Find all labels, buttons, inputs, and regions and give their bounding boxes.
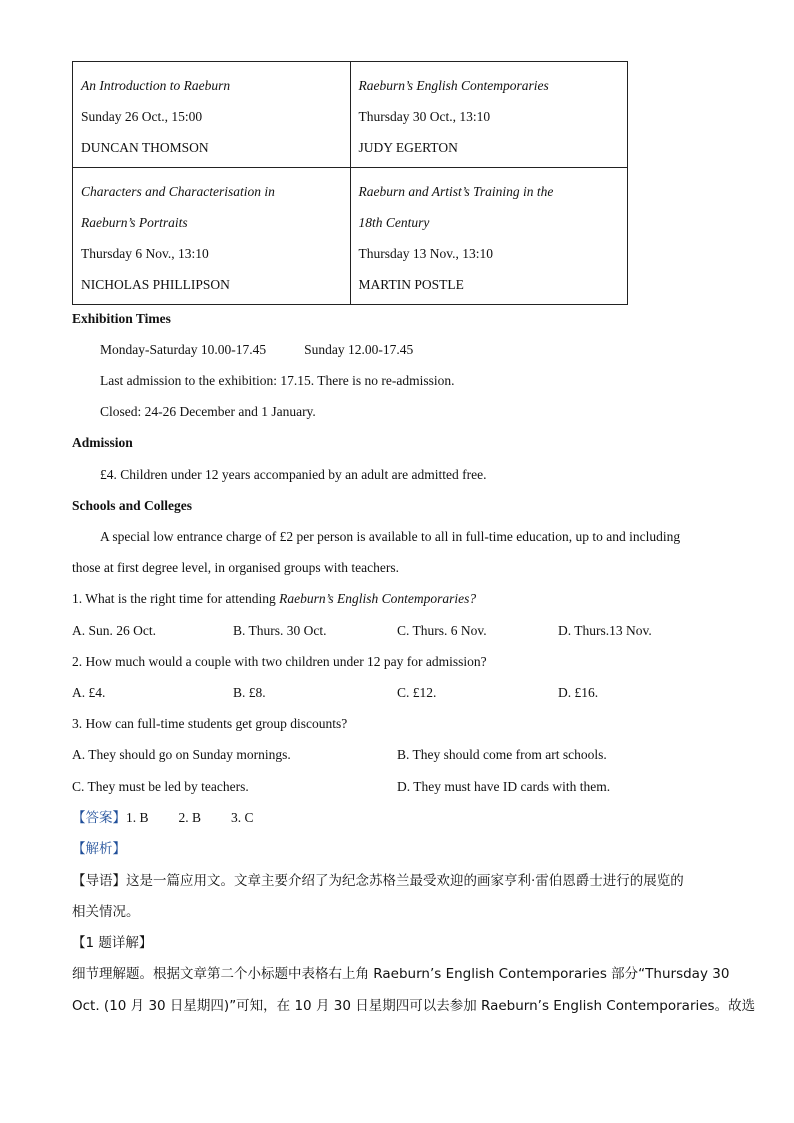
sunday-hours: Sunday 12.00-17.45: [304, 342, 414, 357]
analysis-label: 【解析】: [72, 841, 126, 857]
lecture-title-line1: Characters and Characterisation in: [81, 184, 275, 199]
exhibition-heading: Exhibition Times: [72, 311, 171, 326]
q2-option-a: A. £4.: [72, 685, 106, 700]
q2-option-b: B. £8.: [233, 685, 266, 700]
table-cell: [350, 168, 628, 305]
table-row: [73, 62, 628, 168]
guide-line2: 相关情况。: [72, 904, 140, 920]
admission-heading: Admission: [72, 435, 133, 450]
last-admission-text: Last admission to the exhibition: 17.15. There is no re-admission.: [100, 373, 455, 388]
lecture-speaker: DUNCAN THOMSON: [81, 140, 209, 155]
lecture-speaker: MARTIN POSTLE: [358, 277, 464, 292]
lecture-date: Thursday 6 Nov., 13:10: [81, 246, 209, 261]
q1-option-b: B. Thurs. 30 Oct.: [233, 623, 327, 638]
table-row: [73, 168, 628, 305]
detail-line1: 细节理解题。根据文章第二个小标题中表格右上角 Raeburn’s English Contemporaries 部分“Thursday 30: [72, 966, 730, 982]
closed-dates-text: Closed: 24-26 December and 1 January.: [100, 404, 316, 419]
answer-1: 1. B: [126, 810, 149, 825]
lecture-title: Raeburn’s English Contemporaries: [358, 78, 549, 93]
question-2: 2. How much would a couple with two children under 12 pay for admission?: [72, 654, 487, 669]
q3-option-a: A. They should go on Sunday mornings.: [72, 747, 291, 762]
lecture-date: Thursday 30 Oct., 13:10: [358, 109, 491, 124]
detail-label: 【1 题详解】: [72, 935, 153, 951]
admission-text: £4. Children under 12 years accompanied by an adult are admitted free.: [100, 467, 487, 482]
schools-text-line1: A special low entrance charge of £2 per person is available to all in full-time education, up to and including: [100, 529, 681, 544]
q3-option-b: B. They should come from art schools.: [397, 747, 607, 762]
answer-2: 2. B: [178, 810, 202, 825]
lecture-speaker: NICHOLAS PHILLIPSON: [81, 277, 230, 292]
table-cell: [73, 168, 351, 305]
q2-option-d: D. £16.: [558, 685, 599, 700]
answer-label: 【答案】: [72, 810, 126, 826]
lecture-schedule-table: [72, 61, 628, 305]
lecture-title-line2: Raeburn’s Portraits: [81, 215, 188, 230]
q1-option-a: A. Sun. 26 Oct.: [72, 623, 156, 638]
lecture-speaker: JUDY EGERTON: [358, 140, 458, 155]
answer-line: [72, 808, 254, 828]
schools-heading: Schools and Colleges: [72, 498, 193, 513]
q2-option-c: C. £12.: [397, 685, 437, 700]
lecture-title-line2: 18th Century: [358, 215, 430, 230]
table-cell: [73, 62, 351, 168]
schools-text-line2: those at first degree level, in organised groups with teachers.: [72, 560, 400, 575]
detail-line2: Oct. (10 月 30 日星期四)”可知，在 10 月 30 日星期四可以去参加 Raeburn’s English Contemporaries。故选: [72, 998, 756, 1014]
lecture-title-line1: Raeburn and Artist’s Training in the: [358, 184, 554, 199]
q3-option-c: C. They must be led by teachers.: [72, 779, 249, 794]
question-3: 3. How can full-time students get group discounts?: [72, 716, 348, 731]
guide-label: 【导语】: [72, 873, 126, 889]
guide-line1: [72, 871, 684, 891]
table-cell: [350, 62, 628, 168]
question-text: 1. What is the right time for attending: [72, 591, 280, 606]
question-1: [72, 589, 476, 609]
lecture-title: An Introduction to Raeburn: [81, 78, 231, 93]
answer-3: 3. C: [231, 810, 254, 825]
question-italic-title: Raeburn’s English Contemporaries?: [279, 591, 477, 606]
lecture-date: Thursday 13 Nov., 13:10: [358, 246, 493, 261]
weekday-hours: Monday-Saturday 10.00-17.45: [100, 342, 267, 357]
q1-option-d: D. Thurs.13 Nov.: [558, 623, 652, 638]
guide-text: 这是一篇应用文。文章主要介绍了为纪念苏格兰最受欢迎的画家亨利·雷伯恩爵士进行的展览的: [126, 873, 684, 889]
lecture-date: Sunday 26 Oct., 15:00: [81, 109, 203, 124]
q3-option-d: D. They must have ID cards with them.: [397, 779, 611, 794]
q1-option-c: C. Thurs. 6 Nov.: [397, 623, 487, 638]
exhibition-hours: [100, 340, 413, 360]
